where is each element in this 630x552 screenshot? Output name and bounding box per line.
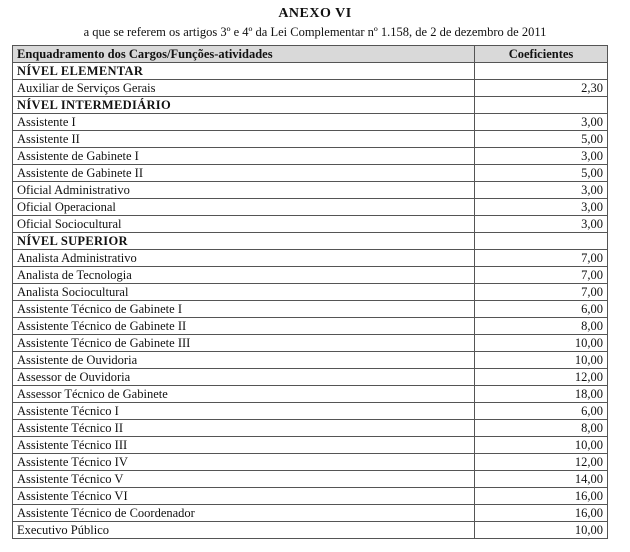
cargo-label: Analista Sociocultural bbox=[13, 284, 475, 301]
section-label: NÍVEL ELEMENTAR bbox=[13, 63, 475, 80]
coeficiente-value: 5,00 bbox=[475, 165, 608, 182]
cargo-label: Assistente Técnico I bbox=[13, 403, 475, 420]
table-row bbox=[13, 471, 608, 488]
cargo-label: Assistente Técnico II bbox=[13, 420, 475, 437]
cargo-label: Assistente Técnico de Gabinete II bbox=[13, 318, 475, 335]
table-row bbox=[13, 454, 608, 471]
table-row bbox=[13, 148, 608, 165]
coeficiente-value: 3,00 bbox=[475, 148, 608, 165]
cargo-label: Assistente Técnico IV bbox=[13, 454, 475, 471]
table-row bbox=[13, 505, 608, 522]
table-row bbox=[13, 301, 608, 318]
cargo-label: Assistente de Gabinete II bbox=[13, 165, 475, 182]
section-label: NÍVEL SUPERIOR bbox=[13, 233, 475, 250]
coeficiente-value bbox=[475, 63, 608, 80]
coeficiente-value: 3,00 bbox=[475, 114, 608, 131]
table-body bbox=[13, 63, 608, 539]
coeficiente-value: 10,00 bbox=[475, 437, 608, 454]
table-row bbox=[13, 199, 608, 216]
section-row bbox=[13, 97, 608, 114]
table-row bbox=[13, 437, 608, 454]
document-title: ANEXO VI bbox=[278, 6, 352, 21]
coeficiente-value: 8,00 bbox=[475, 420, 608, 437]
coeficiente-value: 14,00 bbox=[475, 471, 608, 488]
coeficiente-value: 7,00 bbox=[475, 267, 608, 284]
coeficiente-value: 7,00 bbox=[475, 284, 608, 301]
coefficients-table bbox=[12, 45, 608, 539]
table-row bbox=[13, 318, 608, 335]
table-row bbox=[13, 335, 608, 352]
cargo-label: Assistente II bbox=[13, 131, 475, 148]
document-subtitle: a que se referem os artigos 3º e 4º da Lei Complementar nº 1.158, de 2 de dezembro de 2011 bbox=[83, 25, 547, 39]
coeficiente-value: 7,00 bbox=[475, 250, 608, 267]
table-row bbox=[13, 250, 608, 267]
coeficiente-value: 3,00 bbox=[475, 182, 608, 199]
table-row bbox=[13, 131, 608, 148]
coeficiente-value: 6,00 bbox=[475, 301, 608, 318]
coeficiente-value: 16,00 bbox=[475, 488, 608, 505]
coeficiente-value: 8,00 bbox=[475, 318, 608, 335]
cargo-label: Analista Administrativo bbox=[13, 250, 475, 267]
cargo-label: Oficial Sociocultural bbox=[13, 216, 475, 233]
coeficiente-value bbox=[475, 233, 608, 250]
table-row bbox=[13, 369, 608, 386]
coeficiente-value: 18,00 bbox=[475, 386, 608, 403]
coeficiente-value: 10,00 bbox=[475, 522, 608, 539]
section-row bbox=[13, 63, 608, 80]
table-row bbox=[13, 488, 608, 505]
header-coeficientes: Coeficientes bbox=[475, 46, 608, 63]
table-row bbox=[13, 182, 608, 199]
cargo-label: Assistente Técnico de Gabinete III bbox=[13, 335, 475, 352]
cargo-label: Assistente Técnico V bbox=[13, 471, 475, 488]
coeficiente-value: 6,00 bbox=[475, 403, 608, 420]
cargo-label: Assistente Técnico VI bbox=[13, 488, 475, 505]
cargo-label: Assistente de Gabinete I bbox=[13, 148, 475, 165]
coeficiente-value: 12,00 bbox=[475, 369, 608, 386]
coeficiente-value: 3,00 bbox=[475, 216, 608, 233]
cargo-label: Oficial Operacional bbox=[13, 199, 475, 216]
cargo-label: Executivo Público bbox=[13, 522, 475, 539]
cargo-label: Analista de Tecnologia bbox=[13, 267, 475, 284]
table-row bbox=[13, 80, 608, 97]
table-row bbox=[13, 114, 608, 131]
header-enquadramento: Enquadramento dos Cargos/Funções-atividades bbox=[13, 46, 475, 63]
coeficiente-value: 10,00 bbox=[475, 352, 608, 369]
coeficiente-value: 10,00 bbox=[475, 335, 608, 352]
cargo-label: Auxiliar de Serviços Gerais bbox=[13, 80, 475, 97]
coeficiente-value: 2,30 bbox=[475, 80, 608, 97]
table-row bbox=[13, 522, 608, 539]
table-row bbox=[13, 403, 608, 420]
table-row bbox=[13, 216, 608, 233]
table-row bbox=[13, 420, 608, 437]
table-row bbox=[13, 267, 608, 284]
cargo-label: Assessor de Ouvidoria bbox=[13, 369, 475, 386]
cargo-label: Assistente I bbox=[13, 114, 475, 131]
section-row bbox=[13, 233, 608, 250]
table-row bbox=[13, 352, 608, 369]
cargo-label: Assessor Técnico de Gabinete bbox=[13, 386, 475, 403]
cargo-label: Assistente Técnico III bbox=[13, 437, 475, 454]
cargo-label: Assistente Técnico de Gabinete I bbox=[13, 301, 475, 318]
coeficiente-value: 5,00 bbox=[475, 131, 608, 148]
section-label: NÍVEL INTERMEDIÁRIO bbox=[13, 97, 475, 114]
table-header-row bbox=[13, 46, 608, 63]
cargo-label: Assistente Técnico de Coordenador bbox=[13, 505, 475, 522]
coeficiente-value: 12,00 bbox=[475, 454, 608, 471]
coeficiente-value bbox=[475, 97, 608, 114]
cargo-label: Oficial Administrativo bbox=[13, 182, 475, 199]
coeficiente-value: 16,00 bbox=[475, 505, 608, 522]
table-row bbox=[13, 284, 608, 301]
table-row bbox=[13, 386, 608, 403]
cargo-label: Assistente de Ouvidoria bbox=[13, 352, 475, 369]
table-row bbox=[13, 165, 608, 182]
coeficiente-value: 3,00 bbox=[475, 199, 608, 216]
